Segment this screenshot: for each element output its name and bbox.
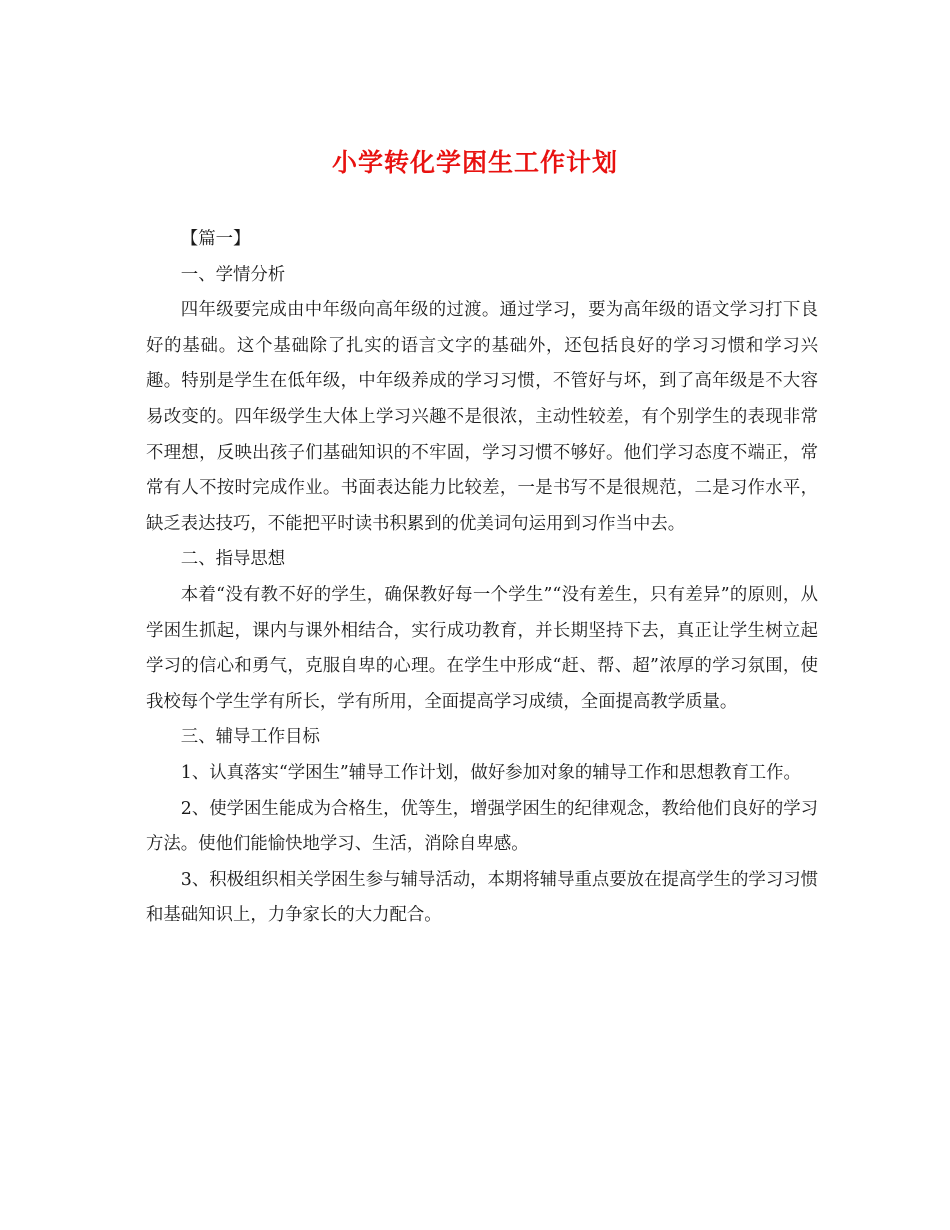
section-tag: 【篇一】 (180, 229, 251, 249)
goal-item-3: 3、积极组织相关学困生参与辅导活动，本期将辅导重点要放在提高学生的学习习惯和基础知识上，力争家长的大力配合。 (146, 869, 818, 926)
goal-item-1: 1、认真落实“学困生”辅导工作计划，做好参加对象的辅导工作和思想教育工作。 (180, 762, 801, 783)
document-title: 小学转化学困生工作计划 (331, 148, 618, 177)
heading-analysis: 一、学情分析 (180, 264, 286, 285)
document-body (146, 222, 818, 934)
paragraph-guiding-idea: 本着“没有教不好的学生，确保教好每一个学生”“没有差生，只有差异”的原则，从学困生抓起，课内与课外相结合，实行成功教育，并长期坚持下去，真正让学生树立起学习的信心和勇气，克服自卑的心理。在学生中形成“赶、帮、超”浓厚的学习氛围，使我校每个学生学有所长，学有所用，全面提高学习成绩，全面提高教学质量。 (146, 584, 818, 712)
paragraph-analysis: 四年级要完成由中年级向高年级的过渡。通过学习，要为高年级的语文学习打下良好的基础。这个基础除了扎实的语言文字的基础外，还包括良好的学习习惯和学习兴趣。特别是学生在低年级，中年级养成的学习习惯，不管好与坏，到了高年级是不大容易改变的。四年级学生大体上学习兴趣不是很浓，主动性较差，有个别学生的表现非常不理想，反映出孩子们基础知识的不牢固，学习习惯不够好。他们学习态度不端正，常常有人不按时完成作业。书面表达能力比较差，一是书写不是很规范，二是习作水平，缺乏表达技巧，不能把平时读书积累到的优美词句运用到习作当中去。 (146, 300, 818, 534)
heading-goals: 三、辅导工作目标 (180, 727, 320, 748)
goal-item-2: 2、使学困生能成为合格生，优等生，增强学困生的纪律观念，教给他们良好的学习方法。使他们能愉快地学习、生活，消除自卑感。 (146, 798, 818, 855)
heading-guiding-idea: 二、指导思想 (180, 549, 286, 570)
